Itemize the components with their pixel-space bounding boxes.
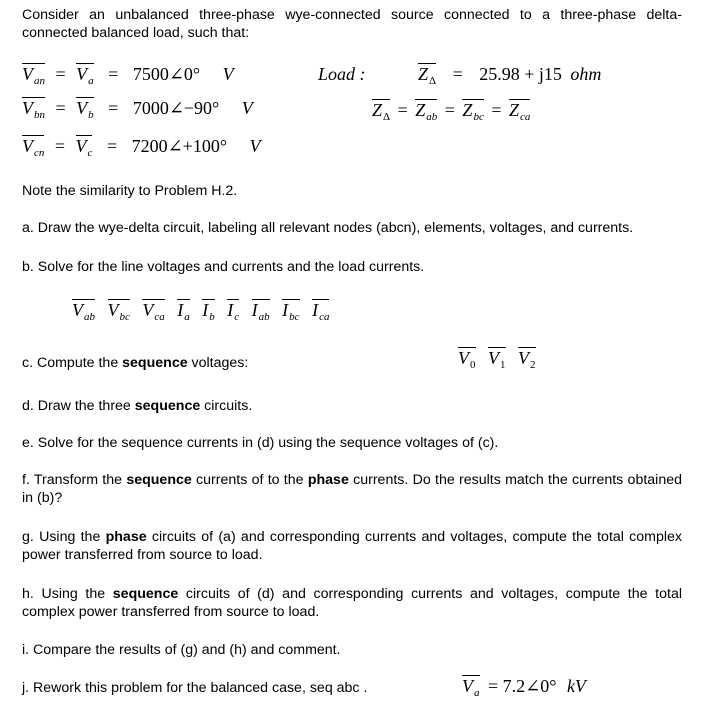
item-g: g. Using the phase circuits of (a) and corresponding currents and voltages, compute the total complex power transferred from source to load. [22,529,683,563]
load-label: Load : [318,64,366,84]
quantities-b: $V_{ab}$ $V_{bc}$ $V_{ca}$ $I_a$ $I_b$ $I_c$ $I_{ab}$ $I_{bc}$ $I_{ca}$ [72,299,329,326]
item-d: d. Draw the three sequence circuits. [22,398,253,414]
item-f: f. Transform the sequence currents of to the phase currents. Do the results match the currents obtained in (b)? [22,472,682,506]
item-c: c. Compute the sequence voltages: [22,355,249,371]
item-e: e. Solve for the sequence currents in (d) using the sequence voltages of (c). [22,435,499,451]
intro-text: Consider an unbalanced three-phase wye-connected source connected to a three-phase delta-connected balanced load, such that: [22,7,682,41]
equation-z-delta: $Z_\Delta = 25.98 + j15$ ohm [418,63,601,90]
item-h: h. Using the sequence circuits of (d) and corresponding currents and voltages, compute the total complex power transferred from source to load. [22,586,682,620]
equation-vbn: $V_{bn} = V_b$ = 7000∠−90° V [22,97,253,124]
equation-z-equal: $Z_\Delta = Z_{ab} = Z_{bc} = Z_{ca}$ [372,99,530,126]
note-text: Note the similarity to Problem H.2. [22,183,238,199]
item-j: j. Rework this problem for the balanced case, seq abc . [22,680,368,696]
sequence-voltages: $V_0$ $V_1$ $V_2$ [458,347,536,374]
equation-vcn: $V_{cn} = V_c$ = 7200∠+100° V [22,135,261,162]
equation-va-balanced: $V_a$ = 7.2∠0° kV [462,675,586,702]
item-a: a. Draw the wye-delta circuit, labeling all relevant nodes (abcn), elements, voltages, and currents. [22,220,634,236]
item-i: i. Compare the results of (g) and (h) and comment. [22,642,341,658]
item-b: b. Solve for the line voltages and currents and the load currents. [22,259,425,275]
equation-van: $V_{an} = V_a$ = 7500∠0° V [22,63,234,90]
